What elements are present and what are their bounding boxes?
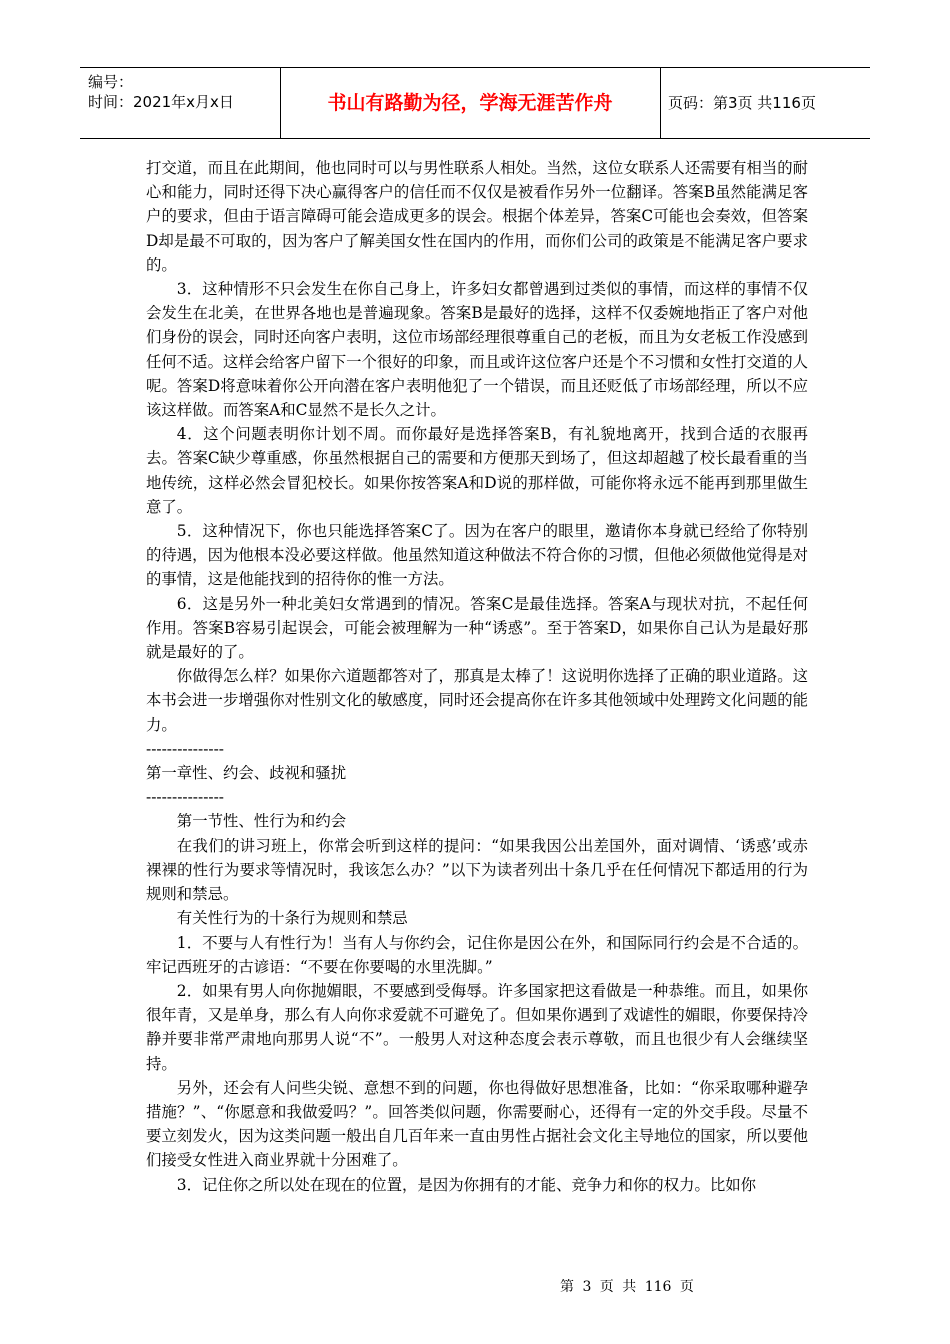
paragraph: 3．记住你之所以处在现在的位置，是因为你拥有的才能、竞争力和你的权力。比如你 [176, 1175, 757, 1194]
serial-label: 编号： [88, 73, 134, 91]
page-footer: 第 3 页 共 116 页 [560, 1279, 694, 1295]
paragraph: 你做得怎么样？如果你六道题都答对了，那真是太棒了！这说明你选择了正确的职业道路。这本书会进一步增强你对性别文化的敏感度，同时还会提高你在许多其他领域中处理跨文化问题的能力。 [146, 667, 808, 734]
paragraph: 4．这个问题表明你计划不周。而你最好是选择答案B，有礼貌地离开，找到合适的衣服再去。答案C缺少尊重感，你虽然根据自己的需要和方便那天到场了，但这却超越了校长最看重的当地传统，这样必然会冒犯校长。如果你按答案A和D说的那样做，可能你将永远不能再到那里做生意了。 [146, 425, 808, 516]
paragraph: 第一节性、性行为和约会 [176, 812, 347, 831]
document-body [146, 156, 808, 1197]
header-motto: 书山有路勤为径，学海无涯苦作舟 [280, 68, 661, 138]
paragraph: 第一章性、约会、歧视和骚扰 [146, 764, 347, 783]
paragraph: 打交道，而且在此期间，他也同时可以与男性联系人相处。当然，这位女联系人还需要有相当的耐心和能力，同时还得下决心赢得客户的信任而不仅仅是被看作另外一位翻译。答案B虽然能满足客户的要求，但由于语言障碍可能会造成更多的误会。根据个体差异，答案C可能也会奏效，但答案D却是最不可取的，因为客户了解美国女性在国内的作用，而你们公司的政策是不能满足客户要求的。 [146, 159, 808, 274]
paragraph: 有关性行为的十条行为规则和禁忌 [176, 909, 408, 928]
paragraph: 在我们的讲习班上，你常会听到这样的提问：“如果我因公出差国外，面对调情、‘诱惑’或赤裸裸的性行为要求等情况时，我该怎么办？”以下为读者列出十条几乎在任何情况下都适用的行为规则和禁忌。 [146, 836, 808, 904]
separator-line: --------------- [146, 788, 225, 807]
paragraph: 3．这种情形不只会发生在你自己身上，许多妇女都曾遇到过类似的事情，而这样的事情不仅会发生在北美，在世界各地也是普遍现象。答案B是最好的选择，这样不仅委婉地指正了客户对他们身份的误会，同时还向客户表明，这位市场部经理很尊重自己的老板，而且为女老板工作没感到任何不适。这样会给客户留下一个很好的印象，而且或许这位客户还是个不习惯和女性打交道的人呢。答案D将意味着你公开向潜在客户表明他犯了一个错误，而且还贬低了市场部经理，所以不应该这样做。而答案A和C显然不是长久之计。 [146, 280, 808, 420]
header-meta [80, 68, 281, 138]
paragraph: 2．如果有男人向你抛媚眼，不要感到受侮辱。许多国家把这看做是一种恭维。而且，如果你很年青，又是单身，那么有人向你求爱就不可避免了。但如果你遇到了戏谑性的媚眼，你要保持冷静并要非常严肃地向那男人说“不”。一般男人对这种态度会表示尊敬，而且也很少有人会继续坚持。 [146, 981, 808, 1073]
paragraph: 6．这是另外一种北美妇女常遇到的情况。答案C是最佳选择。答案A与现状对抗，不起任何作用。答案B容易引起误会，可能会被理解为一种“诱惑”。至于答案D，如果你自己认为是最好那就是最好的了。 [146, 594, 808, 662]
date-label: 时间：2021年x月x日 [88, 93, 234, 111]
paragraph: 5．这种情况下，你也只能选择答案C了。因为在客户的眼里，邀请你本身就已经给了你特别的待遇，因为他根本没必要这样做。他虽然知道这种做法不符合你的习惯，但他必须做他觉得是对的事情，这是他能找到的招待你的惟一方法。 [146, 522, 808, 589]
separator-line: --------------- [146, 739, 225, 758]
paragraph: 1．不要与人有性行为！当有人与你约会，记住你是因公在外，和国际同行约会是不合适的。牢记西班牙的古谚语：“不要在你要喝的水里洗脚。” [146, 933, 808, 976]
paragraph: 另外，还会有人问些尖锐、意想不到的问题，你也得做好思想准备，比如：“你采取哪种避孕措施？”、“你愿意和我做爱吗？”。回答类似问题，你需要耐心，还得有一定的外交手段。尽量不要立刻发火，因为这类问题一般出自几百年来一直由男性占据社会文化主导地位的国家，所以要他们接受女性进入商业界就十分困难了。 [146, 1078, 808, 1170]
header-page-info: 页码：第3页 共116页 [668, 94, 816, 112]
page-header [80, 67, 870, 139]
